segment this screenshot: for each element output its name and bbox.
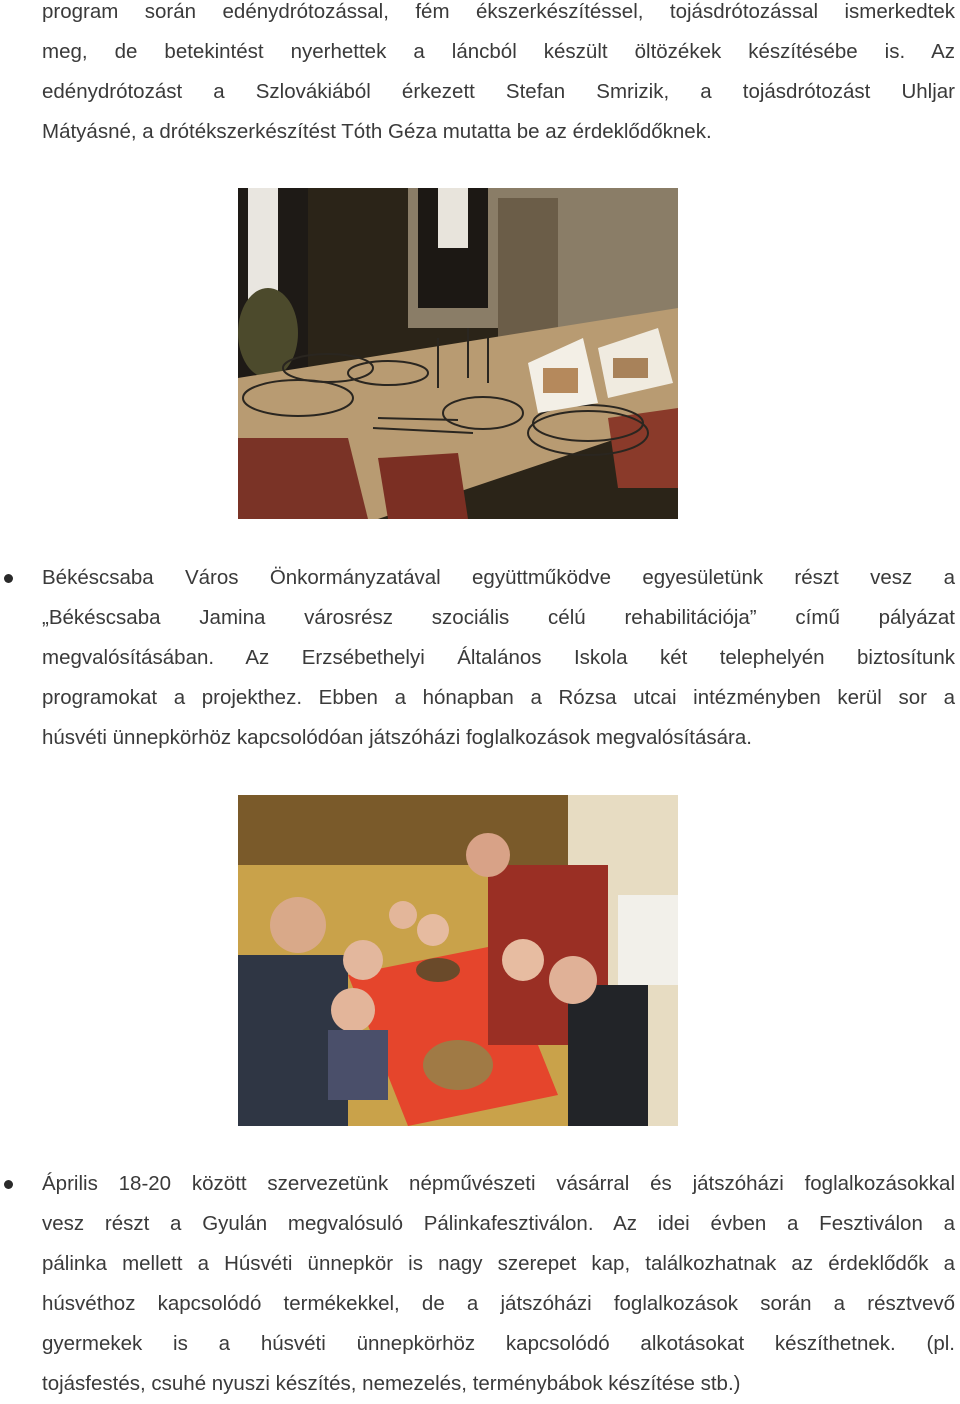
intro-paragraph xyxy=(42,0,955,152)
intro-line: Mátyásné, a drótékszerkészítést Tóth Géza mutatta be az érdeklődőknek. xyxy=(42,120,712,143)
paragraph-line: Békéscsaba Város Önkormányzatával együttműködve egyesületünk részt vesz a xyxy=(42,566,955,589)
bullet-paragraph-jamina xyxy=(42,558,955,758)
bullet-paragraph-palinkafesztival xyxy=(42,1164,955,1404)
paragraph-line: programokat a projekthez. Ebben a hónapban a Rózsa utcai intézményben kerül sor a xyxy=(42,686,955,709)
wirework-exhibit-photo xyxy=(238,188,678,519)
childrens-workshop-photo xyxy=(238,795,678,1126)
paragraph-line: vesz részt a Gyulán megvalósuló Pálinkafesztiválon. Az idei évben a Fesztiválon a xyxy=(42,1212,955,1235)
paragraph-line: megvalósításában. Az Erzsébethelyi Általános Iskola két telephelyén biztosítunk xyxy=(42,646,955,669)
paragraph-line: húsvéthoz kapcsolódó termékekkel, de a játszóházi foglalkozások során a résztvevő xyxy=(42,1292,955,1315)
paragraph-line: Április 18-20 között szervezetünk népművészeti vásárral és játszóházi foglalkozásokkal xyxy=(42,1172,955,1195)
paragraph-line: tojásfestés, csuhé nyuszi készítés, nemezelés, terménybábok készítése stb.) xyxy=(42,1372,741,1395)
bullet-icon xyxy=(4,574,13,583)
paragraph-line: „Békéscsaba Jamina városrész szociális célú rehabilitációja” című pályázat xyxy=(42,606,955,629)
intro-line: meg, de betekintést nyerhettek a láncból készült öltözékek készítésébe is. Az xyxy=(42,40,955,63)
paragraph-line: húsvéti ünnepkörhöz kapcsolódóan játszóházi foglalkozások megvalósítására. xyxy=(42,726,752,749)
bullet-icon xyxy=(4,1180,13,1189)
paragraph-line: pálinka mellett a Húsvéti ünnepkör is nagy szerepet kap, találkozhatnak az érdeklődők a xyxy=(42,1252,955,1275)
paragraph-line: gyermekek is a húsvéti ünnepkörhöz kapcsolódó alkotásokat készíthetnek. (pl. xyxy=(42,1332,955,1355)
intro-line: edénydrótozást a Szlovákiából érkezett Stefan Smrizik, a tojásdrótozást Uhljar xyxy=(42,80,955,103)
intro-line: program során edénydrótozással, fém ékszerkészítéssel, tojásdrótozással ismerkedtek xyxy=(42,0,955,23)
